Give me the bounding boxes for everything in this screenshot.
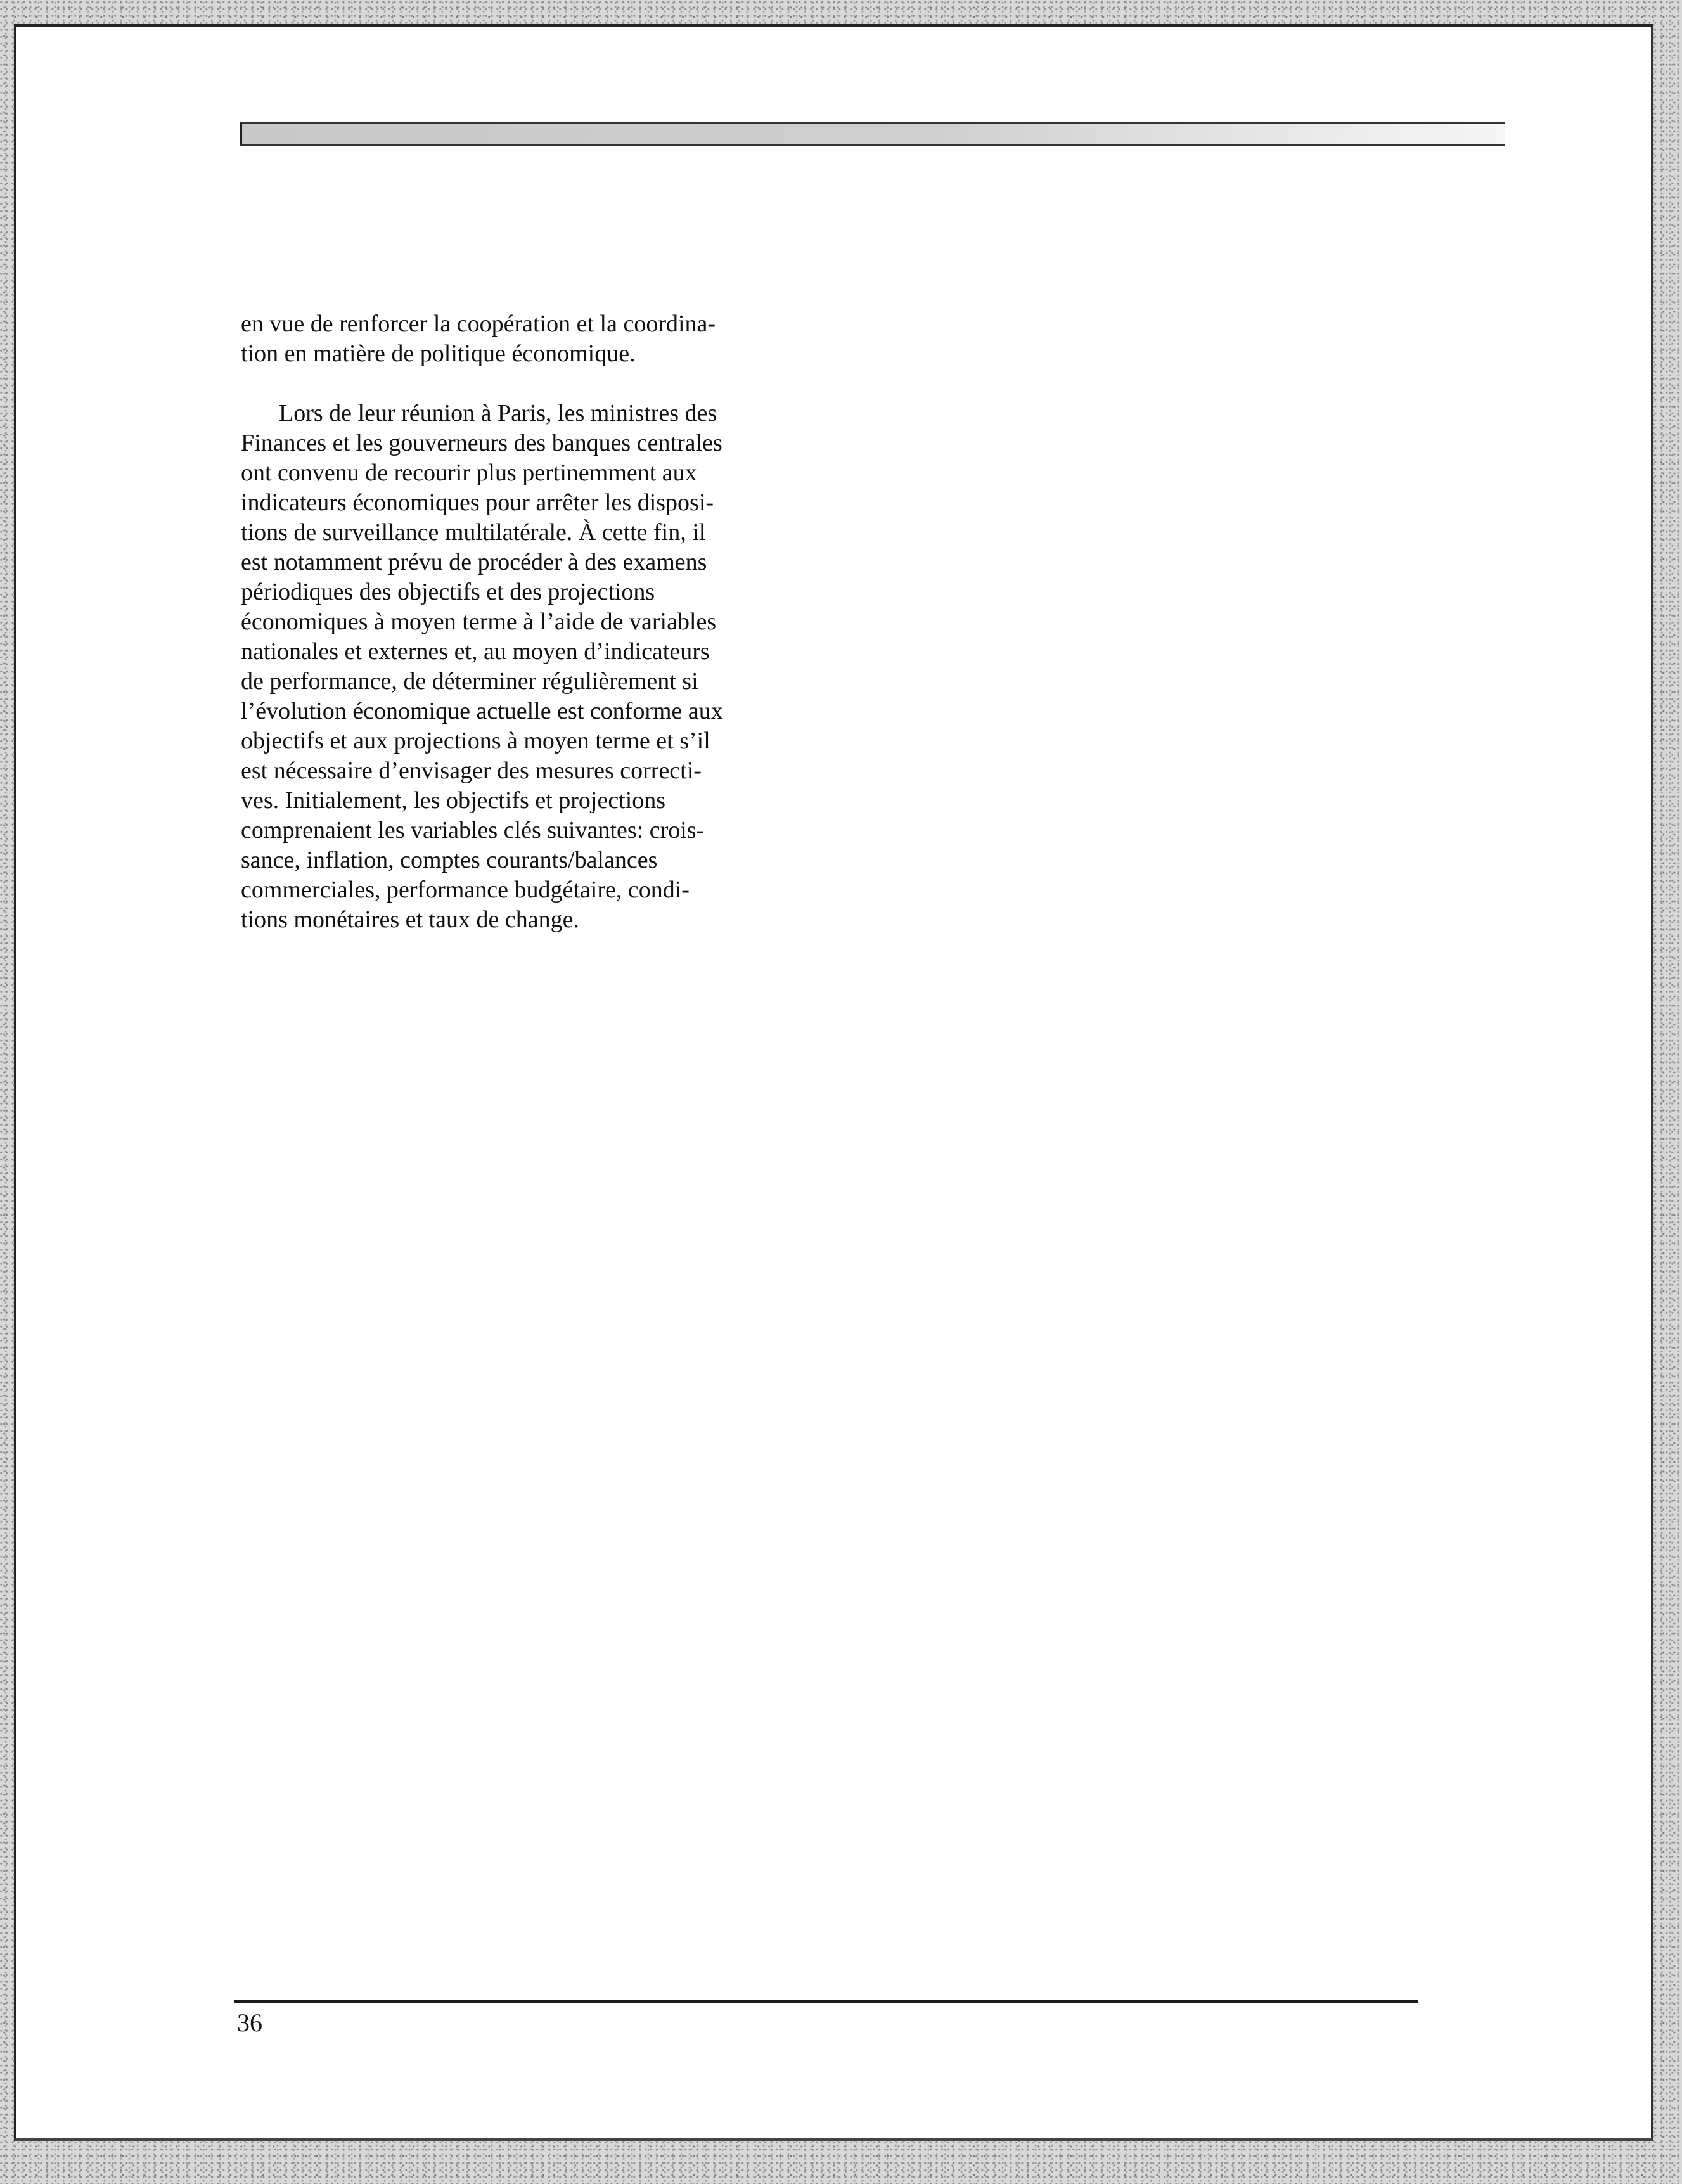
text-line: tions monétaires et taux de change.	[241, 906, 579, 933]
text-line: ves. Initialement, les objectifs et projections	[241, 787, 666, 814]
text-line: Lors de leur réunion à Paris, les ministres des	[279, 400, 717, 427]
paragraph	[241, 399, 799, 935]
header-band	[240, 122, 1505, 146]
text-line: de performance, de déterminer régulièrement si	[241, 668, 698, 695]
text-line: indicateurs économiques pour arrêter les disposi-	[241, 489, 714, 516]
text-line: comprenaient les variables clés suivantes: crois-	[241, 817, 705, 844]
text-line: est nécessaire d’envisager des mesures correcti-	[241, 757, 702, 784]
paragraph	[241, 309, 799, 369]
text-line: en vue de renforcer la coopération et la coordina-	[241, 311, 716, 337]
text-line: économiques à moyen terme à l’aide de variables	[241, 608, 717, 635]
text-line: objectifs et aux projections à moyen terme et s’il	[241, 728, 710, 754]
text-line: commerciales, performance budgétaire, condi-	[241, 877, 690, 903]
text-line: Finances et les gouverneurs des banques centrales	[241, 430, 722, 456]
text-line: périodiques des objectifs et des projections	[241, 579, 655, 605]
text-line: sance, inflation, comptes courants/balances	[241, 847, 658, 873]
text-line: ont convenu de recourir plus pertinemment aux	[241, 459, 697, 486]
text-line: tion en matière de politique économique.	[241, 340, 636, 367]
text-column	[241, 309, 799, 935]
paragraph-gap	[241, 369, 799, 399]
text-line: tions de surveillance multilatérale. À cette fin, il	[241, 519, 706, 546]
text-line: nationales et externes et, au moyen d’indicateurs	[241, 638, 710, 665]
text-line: est notamment prévu de procéder à des examens	[241, 549, 707, 575]
footer-rule	[234, 2000, 1418, 2003]
text-line: l’évolution économique actuelle est conforme aux	[241, 698, 723, 724]
page-number: 36	[237, 2008, 262, 2037]
